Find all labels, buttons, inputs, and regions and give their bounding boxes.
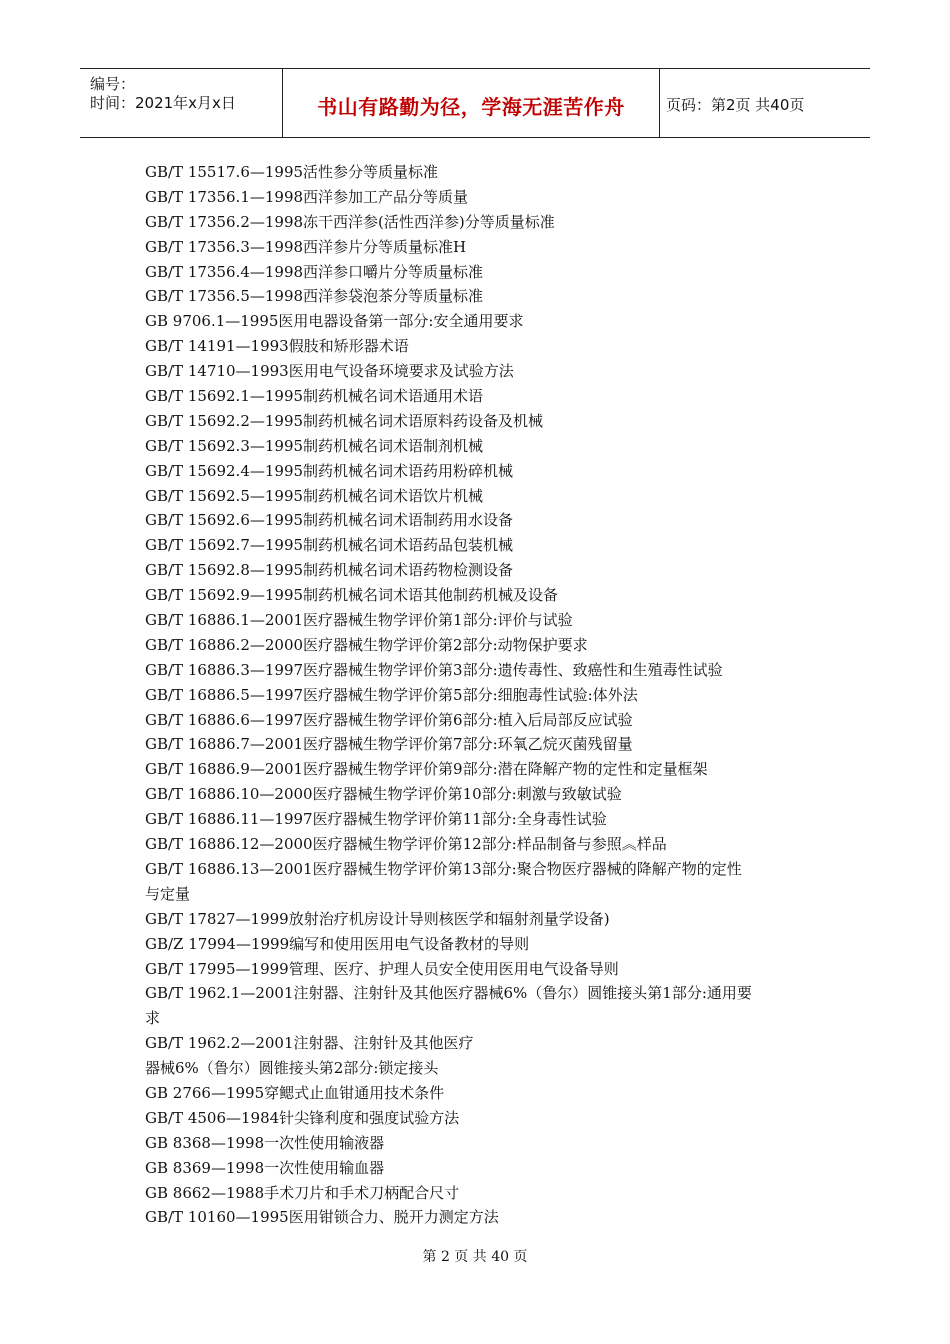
standards-list — [145, 160, 815, 1230]
standard-line: 器械6%（鲁尔）圆锥接头第2部分:锁定接头 — [145, 1059, 439, 1078]
document-number-label: 编号： — [90, 75, 136, 93]
standard-line: GB/T 15692.9—1995制药机械名词术语其他制药机械及设备 — [145, 586, 559, 605]
standard-line: GB/T 16886.5—1997医疗器械生物学评价第5部分:细胞毒性试验:体外法 — [145, 685, 638, 704]
header-page-cell — [660, 69, 870, 137]
standard-line: GB/T 15692.4—1995制药机械名词术语药用粉碎机械 — [145, 461, 514, 480]
standard-line: GB 8368—1998一次性使用输液器 — [145, 1133, 385, 1152]
standard-line: GB 8369—1998一次性使用输血器 — [145, 1158, 385, 1177]
standard-line: GB/T 10160—1995医用钳锁合力、脱开力测定方法 — [145, 1208, 499, 1227]
standard-line: GB/T 16886.7—2001医疗器械生物学评价第7部分:环氧乙烷灭菌残留量 — [145, 735, 633, 754]
standard-line: GB/T 17356.5—1998西洋参袋泡茶分等质量标准 — [145, 287, 484, 306]
standard-line: GB/Z 17994—1999编写和使用医用电气设备教材的导则 — [145, 934, 530, 953]
standard-line: GB/T 16886.9—2001医疗器械生物学评价第9部分:潜在降解产物的定性和定量框架 — [145, 760, 708, 779]
page-footer: 第 2 页 共 40 页 — [422, 1249, 528, 1265]
standard-line: GB/T 16886.10—2000医疗器械生物学评价第10部分:刺激与致敏试验 — [145, 785, 622, 804]
standard-line: GB/T 16886.12—2000医疗器械生物学评价第12部分:样品制备与参照︽样品 — [145, 835, 667, 854]
standard-line: GB/T 15692.8—1995制药机械名词术语药物检测设备 — [145, 561, 514, 580]
standard-line: GB/T 17356.4—1998西洋参口嚼片分等质量标准 — [145, 262, 484, 281]
standard-line: GB/T 16886.3—1997医疗器械生物学评价第3部分:遗传毒性、致癌性和生殖毒性试验 — [145, 660, 723, 679]
standard-line: GB/T 16886.13—2001医疗器械生物学评价第13部分:聚合物医疗器械的降解产物的定性 — [145, 859, 742, 878]
standard-line: GB/T 17356.3—1998西洋参片分等质量标准H — [145, 237, 467, 256]
header-motto: 书山有路勤为径，学海无涯苦作舟 — [317, 95, 625, 119]
header-motto-cell — [283, 69, 660, 137]
standard-line: GB/T 17995—1999管理、医疗、护理人员安全使用医用电气设备导则 — [145, 959, 619, 978]
standard-line: GB/T 16886.6—1997医疗器械生物学评价第6部分:植入后局部反应试验 — [145, 710, 633, 729]
standard-line: GB/T 17827—1999放射治疗机房设计导则核医学和辐射剂量学设备) — [145, 909, 610, 928]
header-meta-cell — [80, 69, 283, 137]
standard-line: GB/T 4506—1984针尖锋利度和强度试验方法 — [145, 1108, 460, 1127]
document-date-label: 时间：2021年x月x日 — [90, 94, 236, 112]
standard-line: GB 8662—1988手术刀片和手术刀柄配合尺寸 — [145, 1183, 460, 1202]
standard-line: GB/T 15517.6—1995活性参分等质量标准 — [145, 163, 439, 181]
standard-line: GB/T 14191—1993假肢和矫形器术语 — [145, 337, 409, 356]
standard-line: GB/T 15692.6—1995制药机械名词术语制药用水设备 — [145, 511, 514, 530]
standard-line: GB 2766—1995穿鳃式止血钳通用技术条件 — [145, 1083, 445, 1102]
standard-line: 求 — [145, 1009, 161, 1028]
standard-line: GB/T 15692.7—1995制药机械名词术语药品包装机械 — [145, 536, 514, 555]
standard-line: GB/T 16886.1—2001医疗器械生物学评价第1部分:评价与试验 — [145, 611, 573, 630]
standard-line: GB/T 1962.1—2001注射器、注射针及其他医疗器械6%（鲁尔）圆锥接头第1部分:通用要 — [145, 984, 752, 1003]
standard-line: 与定量 — [145, 884, 191, 903]
standard-line: GB/T 16886.11—1997医疗器械生物学评价第11部分:全身毒性试验 — [145, 810, 607, 829]
standard-line: GB/T 17356.1—1998西洋参加工产品分等质量 — [145, 187, 469, 206]
header-page-info: 页码：第2页 共40页 — [666, 96, 805, 114]
standard-line: GB/T 15692.1—1995制药机械名词术语通用术语 — [145, 387, 484, 406]
standard-line: GB/T 15692.5—1995制药机械名词术语饮片机械 — [145, 486, 484, 505]
standard-line: GB/T 15692.3—1995制药机械名词术语制剂机械 — [145, 436, 484, 455]
standard-line: GB/T 14710—1993医用电气设备环境要求及试验方法 — [145, 362, 514, 381]
standard-line: GB/T 16886.2—2000医疗器械生物学评价第2部分:动物保护要求 — [145, 635, 588, 654]
standard-line: GB/T 17356.2—1998冻干西洋参(活性西洋参)分等质量标准 — [145, 212, 555, 231]
standard-line: GB/T 15692.2—1995制药机械名词术语原料药设备及机械 — [145, 411, 544, 430]
standard-line: GB/T 1962.2—2001注射器、注射针及其他医疗 — [145, 1034, 474, 1053]
standard-line: GB 9706.1—1995医用电器设备第一部分:安全通用要求 — [145, 312, 524, 331]
page-header — [80, 68, 870, 138]
